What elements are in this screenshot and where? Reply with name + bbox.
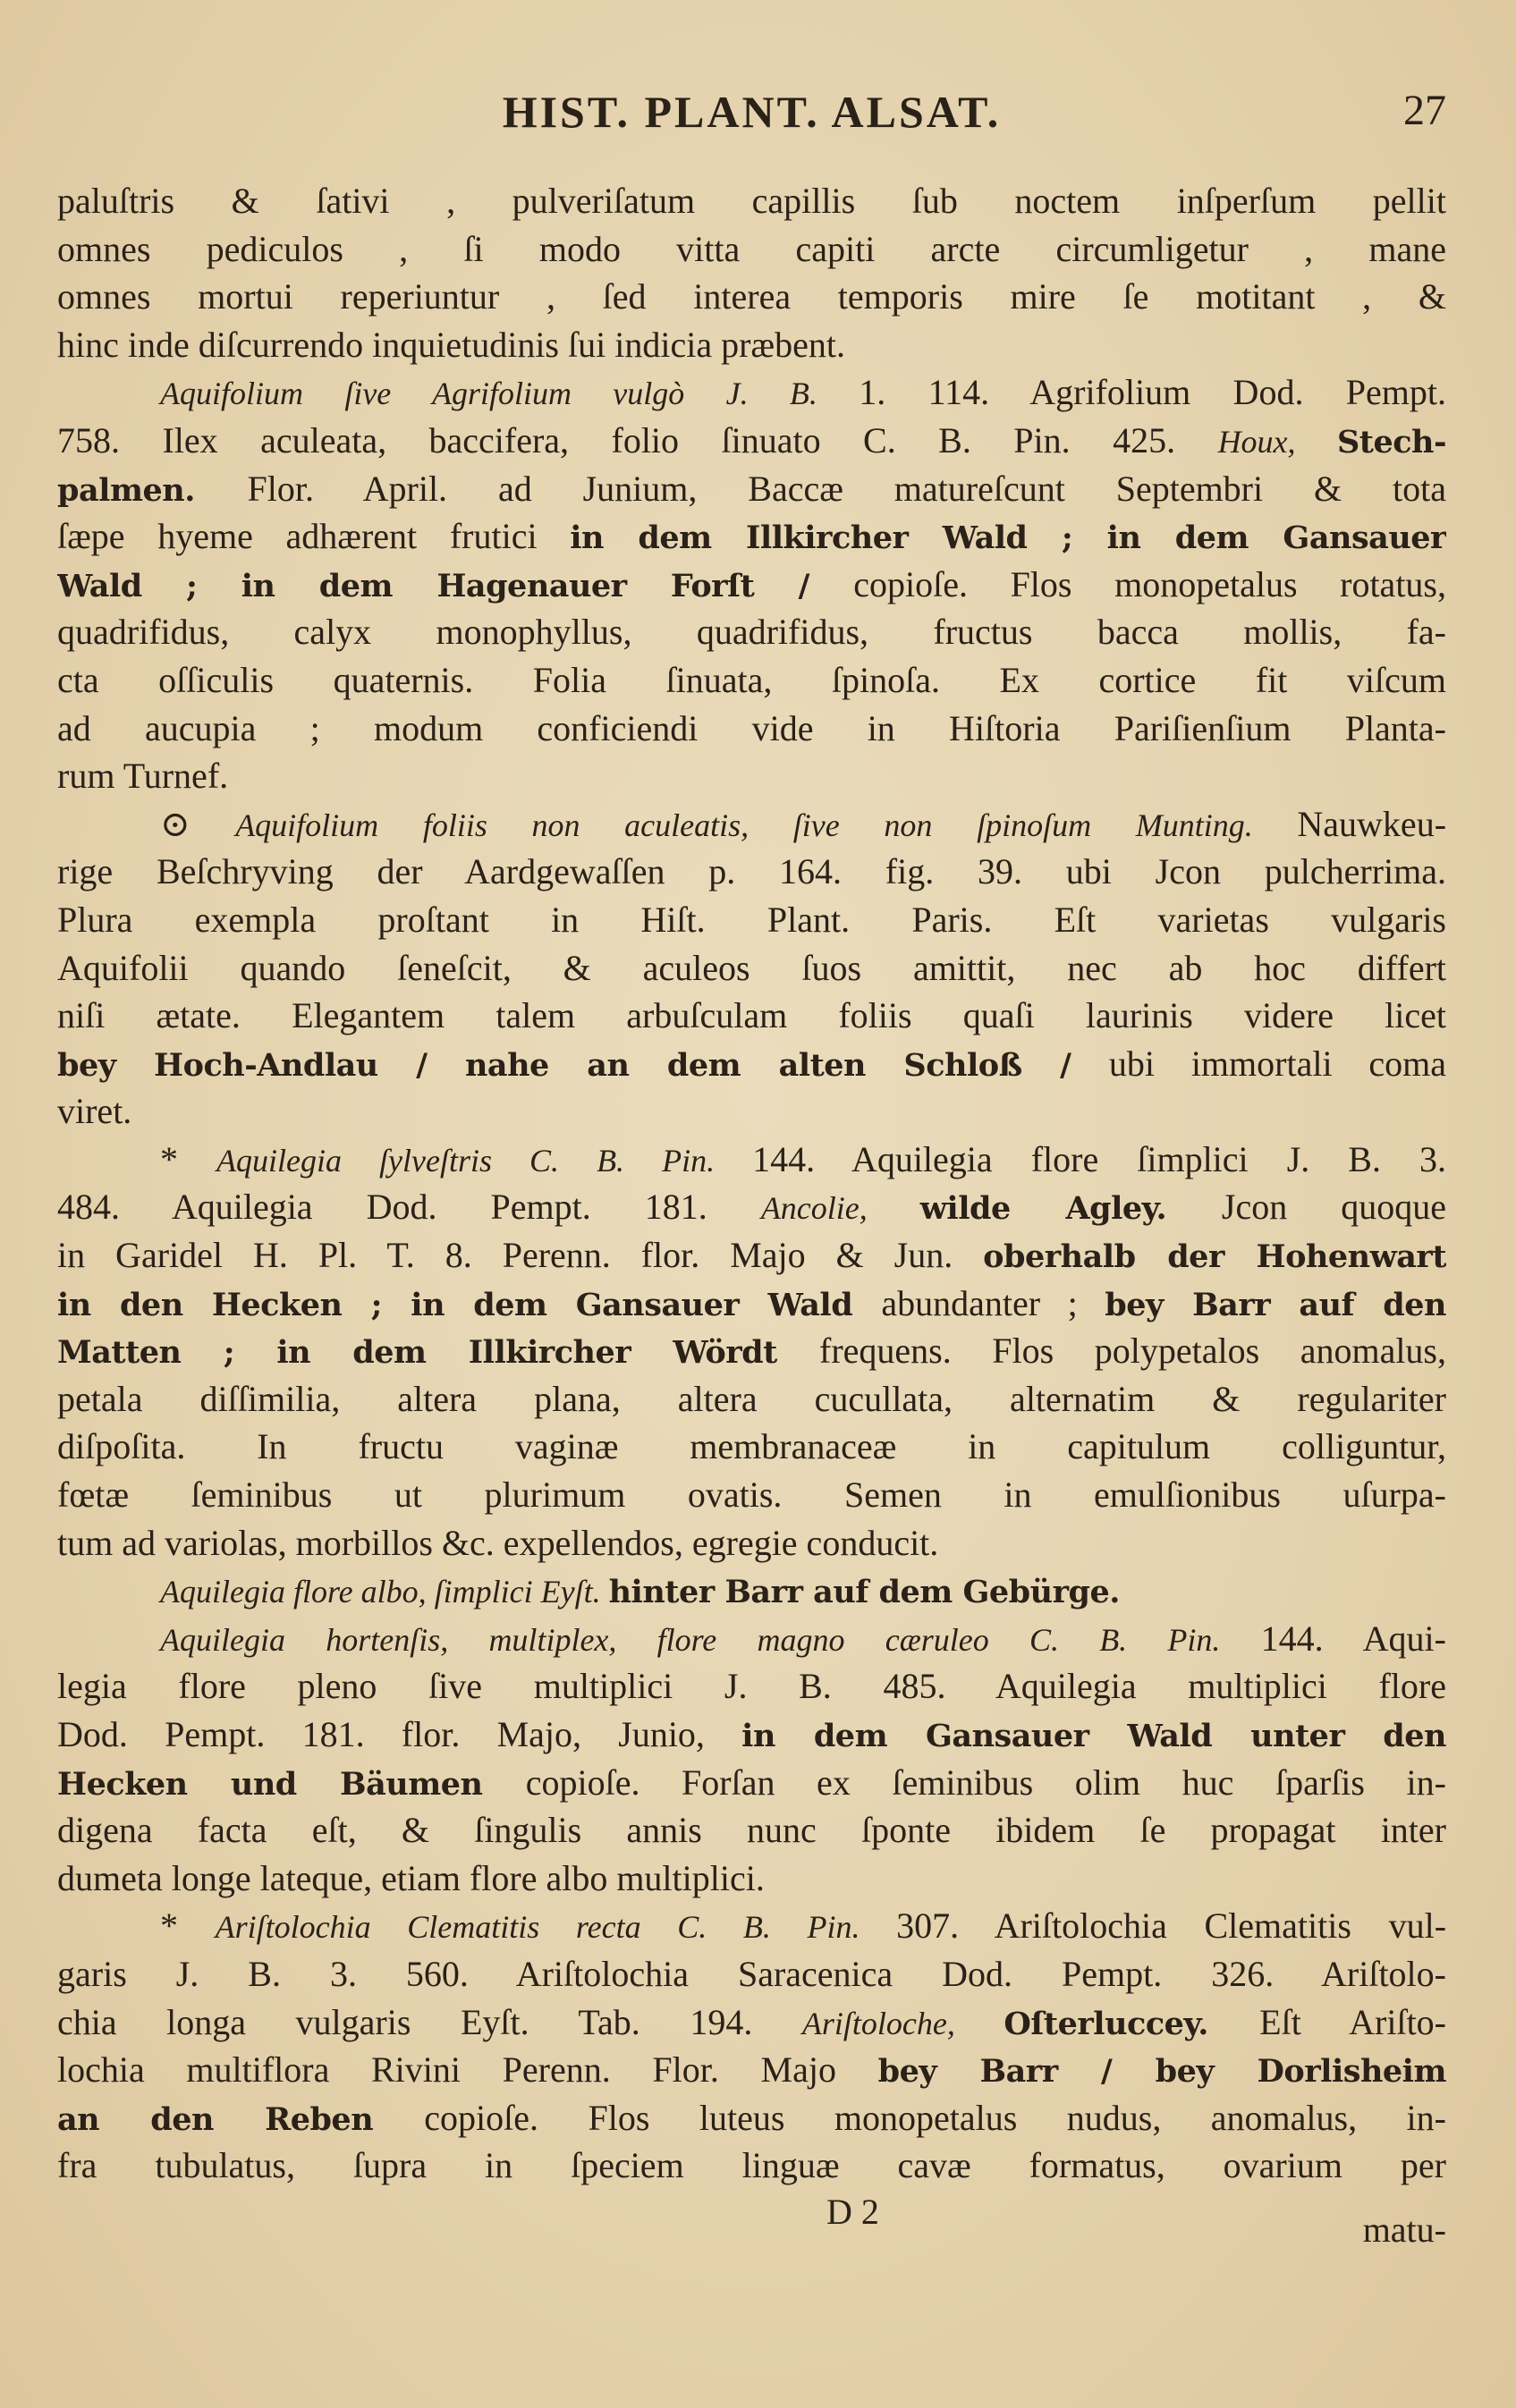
paragraph [57,1902,1446,2190]
text-line [57,1806,1446,1855]
running-title: HIST. PLANT. ALSAT. [502,87,1002,137]
text-line [57,848,1446,896]
roman-text: omnes mortui reperiuntur , ſed interea temporis mire ſe motitant , & [57,276,1446,317]
fraktur-text: bey Hoch-Andlau / nahe an dem alten Schloß / [57,1046,1109,1084]
fraktur-text: bey Barr auf den [1105,1286,1446,1323]
text-line [57,512,1446,561]
text-line [57,2046,1446,2094]
text-line [57,1183,1446,1231]
italic-text: Houx, [1217,423,1337,460]
roman-text: ſæpe hyeme adhærent frutici [57,516,571,557]
text-line [57,1950,1446,1998]
roman-text: 758. Ilex aculeata, baccifera, folio ſinuato C. B. Pin. 425. [57,419,1218,460]
roman-text: abundanter ; [881,1282,1105,1323]
body-text [57,177,1446,2190]
text-line [57,1087,1446,1136]
text-line [57,2142,1446,2190]
italic-text: Aquilegia ſylveſtris C. B. Pin. [216,1142,753,1179]
italic-text: Aquifolium ſive Agrifolium vulgò J. B. [160,376,860,412]
roman-text: lochia multiflora Rivini Perenn. Flor. Majo [57,2049,878,2091]
paragraph [57,177,1446,368]
fraktur-text: oberhalb der Hohenwart [983,1238,1446,1276]
text-line [57,1423,1446,1471]
roman-text: copioſe. Flos monopetalus rotatus, [853,563,1446,604]
roman-text: copioſe. Flos luteus monopetalus nudus, anomalus, in- [424,2097,1446,2138]
signature-mark: D 2 [826,2192,879,2232]
roman-text: 144. Aqui- [1260,1618,1446,1659]
fraktur-text: Oſterluccey. [1004,2005,1260,2042]
roman-text: Flor. April. ad Junium, Baccæ matureſcunt Septembri & tota [247,468,1446,509]
text-line [57,992,1446,1040]
text-line [57,608,1446,656]
text-line [57,1855,1446,1903]
text-line [57,1375,1446,1424]
roman-text: digena facta eſt, & ſingulis annis nunc ſponte ibidem ſe propagat inter [57,1810,1446,1851]
roman-text: ad aucupia ; modum conficiendi vide in Hiſtoria Pariſienſium Planta- [57,707,1446,748]
text-line [57,1136,1446,1184]
text-line [57,896,1446,944]
text-line [57,1998,1446,2047]
roman-text: Eſt Ariſto- [1259,2001,1446,2042]
roman-text: Nauwkeu- [1297,803,1446,844]
italic-text: Ancolie, [760,1190,920,1227]
text-line [57,1662,1446,1711]
text-line [57,2094,1446,2142]
text-line [57,1902,1446,1950]
roman-text: fœtæ ſeminibus ut plurimum ovatis. Semen in emulſionibus uſurpa- [57,1474,1446,1516]
fraktur-text: Matten ; in dem Illkircher Wördt [57,1334,820,1372]
roman-text: tum ad variolas, morbillos &c. expellendos, egregie conducit. [57,1522,939,1563]
paragraph [57,1136,1446,1567]
fraktur-text: Stech- [1337,423,1446,460]
roman-text: chia longa vulgaris Eyſt. Tab. 194. [57,2001,802,2042]
roman-text: garis J. B. 3. 560. Ariſtolochia Saracenica Dod. Pempt. 326. Ariſtolo- [57,1953,1446,1994]
text-line [57,1231,1446,1280]
text-line [57,1759,1446,1807]
text-line [57,561,1446,609]
paragraph [57,368,1446,799]
text-line [57,273,1446,321]
text-line [57,1471,1446,1519]
fraktur-text: palmen. [57,471,248,509]
fraktur-text: an den Reben [57,2100,425,2138]
roman-text: ubi immortali coma [1108,1043,1446,1084]
italic-text: Aquilegia flore albo, ſimplici Eyſt. [160,1574,609,1610]
text-line [57,1519,1446,1567]
text-line [57,1280,1446,1328]
text-line [57,944,1446,993]
italic-text: Aquilegia hortenſis, multiplex, flore magno cæruleo C. B. Pin. [160,1621,1261,1658]
roman-text: Aquifolii quando ſeneſcit, & aculeos ſuos amittit, nec ab hoc differt [57,947,1446,988]
text-line [57,1040,1446,1088]
roman-text: 307. Ariſtolochia Clematitis vul- [896,1905,1446,1947]
text-line [57,800,1446,849]
roman-text: omnes pediculos , ſi modo vitta capiti arcte circumligetur , mane [57,228,1446,269]
roman-text: diſpoſita. In fructu vaginæ membranaceæ in capitulum colliguntur, [57,1426,1446,1467]
roman-text: ⊙ [160,803,236,844]
fraktur-text: wilde Agley. [919,1190,1222,1228]
roman-text: Jcon quoque [1221,1187,1446,1228]
roman-text: cta oſſiculis quaternis. Folia ſinuata, ſpinoſa. Ex cortice fit viſcum [57,659,1446,700]
text-line [57,705,1446,753]
page-header [57,86,1446,143]
roman-text: * [160,1138,217,1179]
roman-text: frequens. Flos polypetalos anomalus, [819,1331,1446,1372]
roman-text: copioſe. Forſan ex ſeminibus olim huc ſparſis in- [525,1762,1446,1803]
text-line [57,1567,1446,1615]
text-line [57,1327,1446,1375]
roman-text: dumeta longe lateque, etiam flore albo multiplici. [57,1857,765,1898]
paragraph [57,1615,1446,1903]
roman-text: * [160,1905,216,1947]
roman-text: 144. Aquilegia flore ſimplici J. B. 3. [752,1138,1446,1179]
text-line [57,177,1446,225]
text-line [57,1615,1446,1663]
paragraph [57,800,1446,1136]
roman-text: quadrifidus, calyx monophyllus, quadrifidus, fructus bacca mollis, fa- [57,612,1446,653]
roman-text: legia flore pleno ſive multiplici J. B. 485. Aquilegia multiplici flore [57,1666,1446,1707]
roman-text: 484. Aquilegia Dod. Pempt. 181. [57,1187,761,1228]
roman-text: paluſtris & ſativi , pulveriſatum capillis ſub noctem inſperſum pellit [57,181,1446,221]
page-number: 27 [1403,87,1446,134]
roman-text: in Garidel H. Pl. T. 8. Perenn. flor. Majo & Jun. [57,1235,984,1276]
paragraph [57,1567,1446,1615]
text-line [57,465,1446,513]
fraktur-text: in den Hecken ; in dem Gansauer Wald [57,1286,882,1323]
text-line [57,656,1446,705]
roman-text: rum Turnef. [57,756,229,797]
page-footer [57,2191,1446,2250]
fraktur-text: Wald ; in dem Hagenauer Forſt / [57,567,854,604]
text-line [57,225,1446,274]
roman-text: Dod. Pempt. 181. flor. Majo, Junio, [57,1714,742,1754]
roman-text: petala diſſimilia, altera plana, altera cucullata, alternatim & regulariter [57,1378,1446,1419]
roman-text: 1. 114. Agrifolium Dod. Pempt. [859,372,1446,413]
text-line [57,321,1446,369]
fraktur-text: in dem Illkircher Wald ; in dem Gansauer [570,520,1446,557]
text-line [57,368,1446,417]
roman-text: hinc inde diſcurrendo inquietudinis ſui indicia præbent. [57,324,845,365]
fraktur-text: in dem Gansauer Wald unter den [741,1718,1446,1754]
text-line [57,417,1446,465]
roman-text: niſi ætate. Elegantem talem arbuſculam foliis quaſi laurinis videre licet [57,995,1446,1036]
fraktur-text: bey Barr / bey Dorlisheim [877,2053,1446,2091]
italic-text: Ariſtoloche, [801,2005,1004,2041]
italic-text: Aquifolium foliis non aculeatis, ſive non ſpinoſum Munting. [235,807,1298,843]
italic-text: Ariſtolochia Clematitis recta C. B. Pin. [215,1909,897,1946]
roman-text: viret. [57,1091,132,1132]
catchword: matu- [1362,2209,1446,2250]
text-line [57,1711,1446,1759]
text-line [57,752,1446,800]
fraktur-text: Hecken und Bäumen [57,1765,526,1803]
fraktur-text: hinter Barr auf dem Gebürge. [608,1574,1120,1611]
roman-text: Plura exempla proſtant in Hiſt. Plant. Paris. Eſt varietas vulgaris [57,899,1446,940]
roman-text: rige Beſchryving der Aardgewaſſen p. 164. fig. 39. ubi Jcon pulcherrima. [57,851,1446,892]
roman-text: fra tubulatus, ſupra in ſpeciem linguæ cavæ formatus, ovarium per [57,2145,1446,2186]
